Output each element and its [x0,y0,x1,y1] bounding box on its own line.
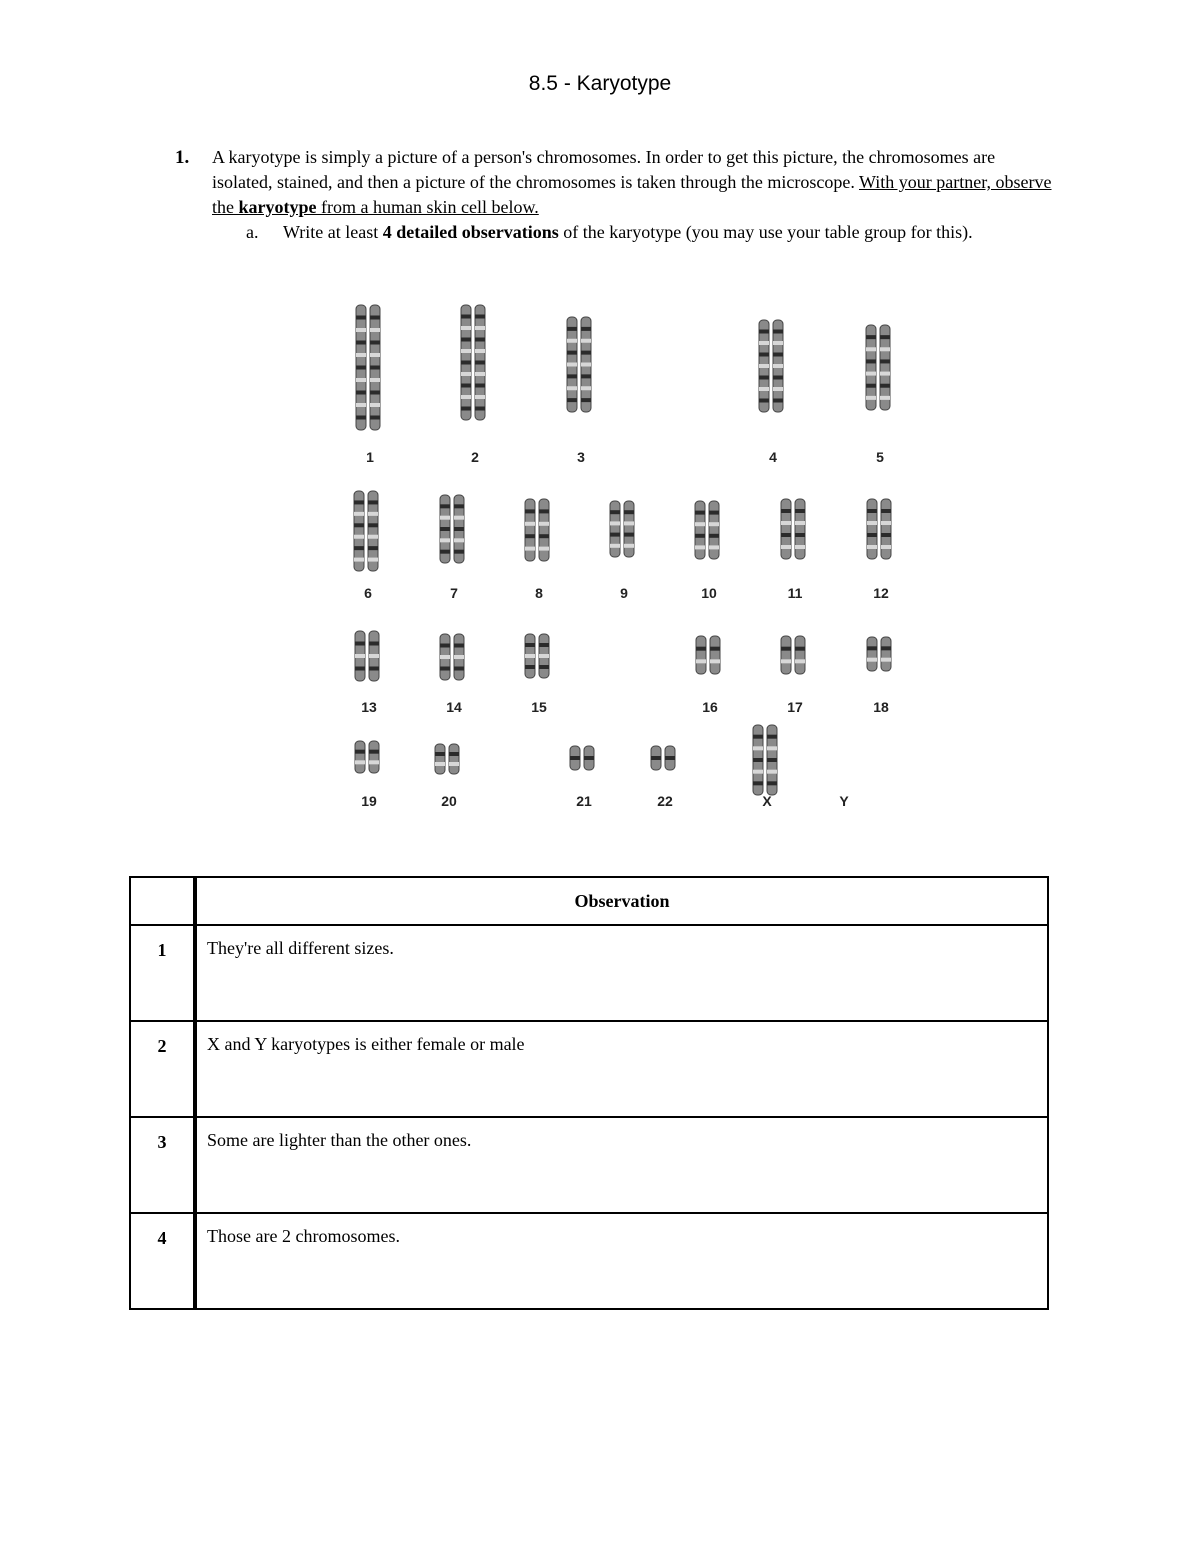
chromosome-band [368,500,378,504]
chromosome-band [454,504,464,508]
chromosome-band [356,416,366,420]
chromosome-band [867,545,877,549]
chromosome-band [475,326,485,330]
chromosome [610,501,620,557]
chromosome-band [773,387,783,391]
chromosome-band [461,338,471,342]
chromosome-band [440,527,450,531]
chromosome-band [867,533,877,537]
chromosome-band [759,353,769,357]
chromosome-label: 22 [657,793,673,809]
chromosome-band [440,504,450,508]
chromosome-band [567,398,577,402]
chromosome-band [567,363,577,367]
chromosome-band [709,545,719,549]
chromosome-band [525,509,535,513]
row-number: 2 [130,1021,195,1117]
chromosome [881,637,891,671]
chromosome-band [355,667,365,671]
chromosome-label: 14 [446,699,462,715]
chromosome-band [370,416,380,420]
chromosome-band [449,762,459,766]
chromosome [525,499,535,561]
chromosome-band [866,335,876,339]
chromosome-band [454,550,464,554]
chromosome-band [767,746,777,750]
chromosome [355,741,365,773]
chromosome-band [795,659,805,663]
chromosome-band [624,521,634,525]
chromosome-band [710,659,720,663]
chromosome-band [356,316,366,320]
chromosome-label: 21 [576,793,592,809]
chromosome-band [881,509,891,513]
chromosome-band [781,509,791,513]
sub-pre: Write at least [283,222,383,242]
chromosome-band [370,391,380,395]
chromosome-band [368,512,378,516]
chromosome-band [539,509,549,513]
chromosome-band [354,523,364,527]
chromosome-band [866,396,876,400]
chromosome-band [710,647,720,651]
chromosome-label: 12 [873,585,889,601]
row-number: 4 [130,1213,195,1309]
chromosome-band [454,644,464,648]
chromosome-label: 7 [450,585,458,601]
chromosome-band [461,361,471,365]
chromosome-band [525,522,535,526]
chromosome-band [767,770,777,774]
karyotype-image [330,295,920,825]
chromosome-label: 3 [577,449,585,465]
chromosome-label: 11 [787,585,803,601]
chromosome-band [461,315,471,319]
chromosome-band [795,533,805,537]
chromosome-band [696,659,706,663]
chromosome-band [881,658,891,662]
chromosome-band [461,395,471,399]
chromosome-band [753,758,763,762]
chromosome-band [525,643,535,647]
chromosome-band [356,391,366,395]
chromosome-label: 9 [620,585,628,601]
instruction-bold: karyotype [238,197,317,217]
chromosome-band [881,545,891,549]
row-number: 1 [130,925,195,1021]
chromosome-band [368,523,378,527]
chromosome-band [866,347,876,351]
chromosome [624,501,634,557]
chromosome-band [866,359,876,363]
chromosome-label: 18 [873,699,889,715]
chromosome-band [781,545,791,549]
chromosome-pairs [354,305,891,795]
chromosome-label: Y [839,793,849,809]
chromosome-band [354,512,364,516]
chromosome [696,636,706,674]
chromosome-band [773,341,783,345]
chromosome-band [356,341,366,345]
chromosome-band [356,328,366,332]
chromosome-band [354,535,364,539]
chromosome-band [440,655,450,659]
chromosome-band [759,341,769,345]
question-1a [246,220,1046,245]
chromosome-band [781,659,791,663]
chromosome-band [369,750,379,754]
chromosome-band [525,534,535,538]
chromosome-band [696,647,706,651]
chromosome-band [440,667,450,671]
page-title: 8.5 - Karyotype [528,72,672,95]
chromosome-band [475,407,485,411]
chromosome-band [355,654,365,658]
chromosome-band [475,395,485,399]
chromosome-band [354,558,364,562]
question-intro: A karyotype is simply a picture of a person's chromosomes. In order to get this picture, the chromosomes are isolated, stained, and then a picture of the chromosomes is taken through the microscope. [212,147,996,192]
sub-text [283,220,1046,245]
table-row [130,1117,1048,1213]
chromosome-band [355,750,365,754]
chromosome-band [581,386,591,390]
chromosome-band [695,511,705,515]
chromosome-band [356,353,366,357]
chromosome-band [867,521,877,525]
chromosome-label: 20 [441,793,457,809]
chromosome-band [759,364,769,368]
chromosome-band [665,756,675,760]
chromosome-band [781,533,791,537]
chromosome [781,499,791,559]
table-header-row [130,877,1048,925]
chromosome-band [475,384,485,388]
chromosome-band [567,327,577,331]
chromosome-band [773,376,783,380]
chromosome-band [795,647,805,651]
chromosome-band [581,327,591,331]
chromosome-band [475,338,485,342]
chromosome-band [773,364,783,368]
chromosome-band [525,654,535,658]
chromosome-band [356,378,366,382]
chromosome-band [584,756,594,760]
chromosome-band [767,735,777,739]
chromosome-band [475,315,485,319]
chromosome-band [624,533,634,537]
chromosome-band [454,516,464,520]
chromosome [539,499,549,561]
chromosome-label: X [762,793,772,809]
chromosome-band [355,642,365,646]
chromosome-band [753,735,763,739]
chromosome-band [461,407,471,411]
header-number-cell [130,877,195,925]
chromosome-band [370,328,380,332]
chromosome-label: 19 [361,793,377,809]
chromosome [449,744,459,774]
chromosome-band [781,521,791,525]
chromosome-label: 16 [702,699,718,715]
chromosome-band [525,547,535,551]
chromosome-band [370,378,380,382]
chromosome-label: 6 [364,585,372,601]
chromosome-band [610,521,620,525]
table-row [130,925,1048,1021]
row-number: 3 [130,1117,195,1213]
chromosome [881,499,891,559]
chromosome-label: 1 [366,449,374,465]
chromosome-band [610,510,620,514]
chromosome-band [567,386,577,390]
chromosome-band [369,667,379,671]
instruction-post: from a human skin cell below. [316,197,539,217]
chromosome-band [880,347,890,351]
chromosome-label: 5 [876,449,884,465]
question-number: 1. [175,147,190,168]
chromosome-band [610,533,620,537]
chromosome-band [581,374,591,378]
chromosome-band [767,758,777,762]
observation-text[interactable]: X and Y karyotypes is either female or male [195,1021,1048,1117]
chromosome-band [781,647,791,651]
chromosome-band [368,546,378,550]
chromosome-band [695,522,705,526]
chromosome-band [539,547,549,551]
chromosome-band [709,534,719,538]
observation-text[interactable]: They're all different sizes. [195,925,1048,1021]
chromosome-band [440,516,450,520]
chromosome-band [581,351,591,355]
chromosome-band [567,351,577,355]
chromosome-label: 4 [769,449,777,465]
observation-table [129,876,1049,1310]
sub-post: of the karyotype (you may use your table group for this). [558,222,973,242]
chromosome [795,636,805,674]
chromosome-band [475,349,485,353]
chromosome-band [709,511,719,515]
chromosome-band [368,535,378,539]
chromosome-band [370,403,380,407]
chromosome-band [461,372,471,376]
chromosome-band [369,642,379,646]
chromosome-band [880,335,890,339]
chromosome-band [759,399,769,403]
chromosome-band [570,756,580,760]
chromosome-label: 13 [361,699,377,715]
chromosome-label: 2 [471,449,479,465]
chromosome-band [354,546,364,550]
chromosome-band [355,760,365,764]
chromosome-band [867,658,877,662]
chromosome-band [880,384,890,388]
chromosome-band [461,384,471,388]
chromosome [867,499,877,559]
chromosome-band [539,522,549,526]
chromosome-band [567,374,577,378]
chromosome-band [773,330,783,334]
chromosome-band [454,538,464,542]
chromosome-band [581,363,591,367]
observation-text[interactable]: Those are 2 chromosomes. [195,1213,1048,1309]
chromosome-band [795,521,805,525]
chromosome-band [866,372,876,376]
chromosome [795,499,805,559]
chromosome-label: 8 [535,585,543,601]
chromosome-band [461,326,471,330]
chromosome-band [767,781,777,785]
chromosome-band [370,341,380,345]
chromosome-band [440,644,450,648]
header-observation: Observation [195,877,1048,925]
chromosome-band [461,349,471,353]
chromosome-band [369,760,379,764]
chromosome-band [581,339,591,343]
chromosome-band [539,654,549,658]
chromosome [695,501,705,559]
chromosome-band [881,646,891,650]
chromosome-band [581,398,591,402]
chromosome-band [440,538,450,542]
chromosome-band [695,545,705,549]
sub-bold: 4 detailed observations [382,222,559,242]
chromosome-label: 15 [531,699,547,715]
chromosome-band [525,665,535,669]
chromosome-band [759,330,769,334]
chromosome-band [354,500,364,504]
chromosome-band [435,752,445,756]
chromosome-band [567,339,577,343]
chromosome-band [539,665,549,669]
chromosome-band [356,403,366,407]
chromosome-band [440,550,450,554]
chromosome-band [610,544,620,548]
chromosome-band [866,384,876,388]
chromosome-band [475,372,485,376]
chromosome [781,636,791,674]
chromosome-band [880,359,890,363]
chromosome-band [709,522,719,526]
table-row [130,1213,1048,1309]
chromosome-band [773,353,783,357]
chromosome-band [475,361,485,365]
chromosome-band [867,509,877,513]
chromosome-band [867,646,877,650]
chromosome-band [454,667,464,671]
chromosome-band [624,510,634,514]
chromosome-band [753,746,763,750]
table-row [130,1021,1048,1117]
chromosome-band [454,655,464,659]
instruction-pre: With your partner, observe the [212,172,1052,217]
chromosome-label: 10 [701,585,717,601]
chromosome-band [881,533,891,537]
question-1 [175,145,1055,220]
chromosome-band [881,521,891,525]
chromosome-band [759,387,769,391]
chromosome [867,637,877,671]
chromosome-band [753,770,763,774]
chromosome-band [880,396,890,400]
chromosome-band [356,366,366,370]
chromosome-band [753,781,763,785]
chromosome-band [435,762,445,766]
chromosome-band [795,545,805,549]
chromosome [369,741,379,773]
sub-letter: a. [246,222,259,242]
chromosome-band [759,376,769,380]
chromosome [435,744,445,774]
observation-text[interactable]: Some are lighter than the other ones. [195,1117,1048,1213]
chromosome-band [795,509,805,513]
chromosome-band [370,316,380,320]
chromosome-band [454,527,464,531]
chromosome-band [695,534,705,538]
chromosome-band [773,399,783,403]
chromosome-band [624,544,634,548]
chromosome [710,636,720,674]
chromosome-band [369,654,379,658]
chromosome-band [449,752,459,756]
chromosome [709,501,719,559]
chromosome-band [539,643,549,647]
chromosome-band [651,756,661,760]
chromosome-label: 17 [787,699,803,715]
chromosome-band [539,534,549,538]
chromosome-band [370,353,380,357]
question-text [212,145,1055,220]
chromosome-band [368,558,378,562]
chromosome-band [370,366,380,370]
chromosome-band [880,372,890,376]
